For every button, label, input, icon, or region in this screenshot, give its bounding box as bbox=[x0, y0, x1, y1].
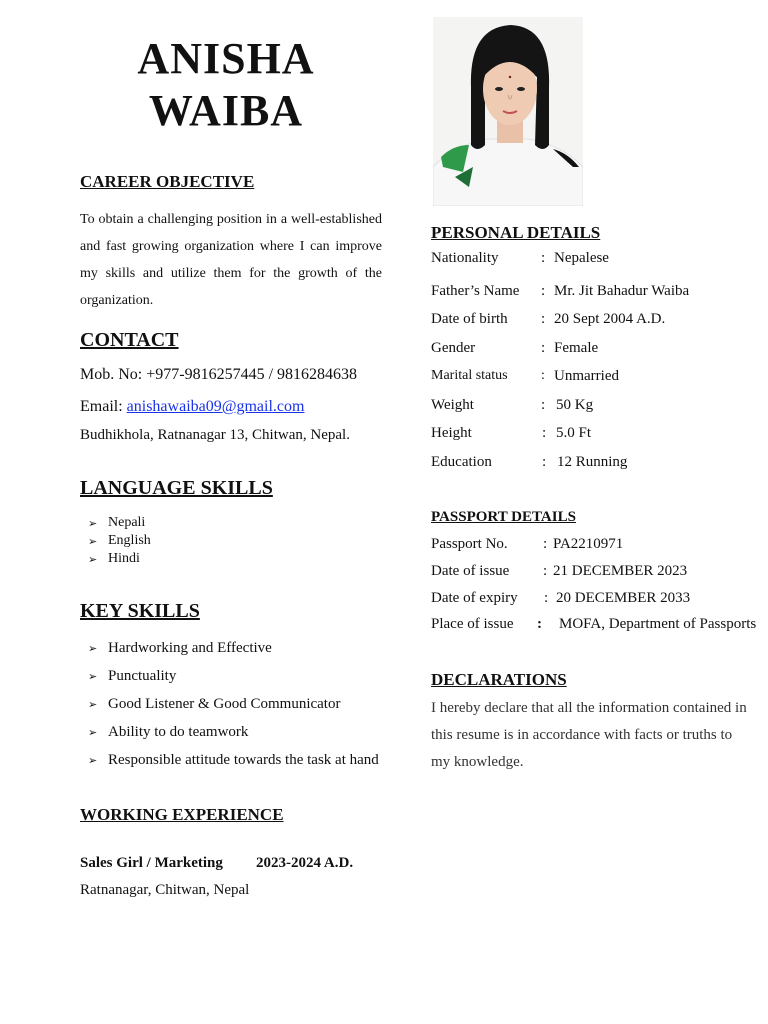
detail-label: Weight bbox=[431, 397, 474, 413]
detail-label: Education bbox=[431, 454, 492, 470]
career-objective-heading: CAREER OBJECTIVE bbox=[80, 172, 255, 191]
declaration-text: I hereby declare that all the information contained in this resume is in accordance with facts or truths to my knowledge. bbox=[431, 700, 747, 770]
detail-value: 20 DECEMBER 2033 bbox=[556, 590, 691, 606]
arrow-bullet-icon: ➢ bbox=[88, 671, 98, 683]
language-list bbox=[80, 514, 151, 568]
email-label: Email: bbox=[80, 398, 127, 415]
detail-row bbox=[431, 590, 691, 607]
name-line-first: ANISHA bbox=[137, 34, 315, 83]
arrow-bullet-icon: ➢ bbox=[88, 755, 98, 767]
name-line-last: WAIBA bbox=[148, 86, 304, 135]
list-item: ➢ English bbox=[80, 532, 151, 550]
arrow-bullet-icon: ➢ bbox=[88, 643, 98, 655]
list-item: ➢ Good Listener & Good Communicator bbox=[80, 690, 379, 718]
email-line bbox=[80, 398, 304, 416]
detail-value: MOFA, Department of Passports bbox=[559, 616, 757, 632]
detail-colon: : bbox=[542, 425, 547, 441]
arrow-bullet-icon: ➢ bbox=[88, 554, 98, 566]
list-item: ➢ Ability to do teamwork bbox=[80, 718, 379, 746]
detail-colon: : bbox=[543, 536, 548, 552]
detail-row bbox=[431, 397, 594, 414]
detail-row bbox=[431, 283, 690, 300]
detail-row bbox=[431, 536, 624, 553]
contact-heading: CONTACT bbox=[80, 329, 179, 351]
detail-value: Female bbox=[554, 340, 599, 356]
address: Budhikhola, Ratnanagar 13, Chitwan, Nepal. bbox=[80, 427, 350, 443]
detail-value: 12 Running bbox=[557, 454, 628, 470]
detail-label: Height bbox=[431, 425, 472, 441]
detail-value: 20 Sept 2004 A.D. bbox=[554, 311, 666, 327]
detail-value: 5.0 Ft bbox=[556, 425, 592, 441]
passport-details-heading: PASSPORT DETAILS bbox=[431, 509, 576, 525]
detail-value: Nepalese bbox=[554, 250, 609, 266]
list-item: ➢ Hindi bbox=[80, 550, 151, 568]
detail-label: Date of birth bbox=[431, 311, 508, 327]
detail-value: Unmarried bbox=[554, 368, 619, 384]
detail-value: PA2210971 bbox=[553, 536, 624, 552]
detail-colon: : bbox=[537, 616, 542, 632]
list-item: ➢ Hardworking and Effective bbox=[80, 634, 379, 662]
detail-colon: : bbox=[541, 368, 545, 383]
arrow-bullet-icon: ➢ bbox=[88, 727, 98, 739]
list-item: ➢ Punctuality bbox=[80, 662, 379, 690]
arrow-bullet-icon: ➢ bbox=[88, 518, 98, 530]
detail-colon: : bbox=[541, 397, 546, 413]
job-location: Ratnanagar, Chitwan, Nepal bbox=[80, 882, 250, 898]
key-skills-list bbox=[80, 634, 379, 774]
detail-row bbox=[431, 563, 688, 580]
arrow-bullet-icon: ➢ bbox=[88, 536, 98, 548]
detail-value: 50 Kg bbox=[556, 397, 594, 413]
detail-row bbox=[431, 454, 628, 471]
detail-colon: : bbox=[542, 454, 547, 470]
detail-row bbox=[431, 250, 609, 267]
detail-colon: : bbox=[541, 340, 546, 356]
working-experience-heading: WORKING EXPERIENCE bbox=[80, 805, 284, 824]
detail-colon: : bbox=[543, 563, 548, 579]
job-period: 2023-2024 A.D. bbox=[256, 855, 354, 871]
detail-label: Gender bbox=[431, 340, 476, 356]
detail-row bbox=[431, 425, 592, 442]
detail-label: Date of expiry bbox=[431, 590, 518, 606]
key-skills-heading: KEY SKILLS bbox=[80, 600, 200, 622]
career-objective-text: To obtain a challenging position in a well-established and fast growing organization where I can improve my skills and utilize them for the growth of the organization. bbox=[80, 212, 382, 308]
portrait-illustration bbox=[433, 17, 583, 206]
detail-label: Marital status bbox=[431, 368, 508, 383]
detail-row bbox=[431, 616, 757, 633]
candidate-name bbox=[80, 33, 372, 137]
detail-colon: : bbox=[541, 311, 546, 327]
job-role: Sales Girl / Marketing bbox=[80, 855, 223, 871]
detail-label: Date of issue bbox=[431, 563, 510, 579]
detail-row bbox=[431, 311, 666, 328]
email-link[interactable]: anishawaiba09@gmail.com bbox=[126, 398, 305, 415]
detail-colon: : bbox=[541, 283, 546, 299]
detail-row bbox=[431, 368, 619, 384]
list-item: ➢ Nepali bbox=[80, 514, 151, 532]
arrow-bullet-icon: ➢ bbox=[88, 699, 98, 711]
detail-colon: : bbox=[541, 250, 546, 266]
detail-label: Passport No. bbox=[431, 536, 508, 552]
profile-photo bbox=[433, 17, 583, 206]
detail-row bbox=[431, 340, 599, 357]
declarations-heading: DECLARATIONS bbox=[431, 670, 567, 689]
detail-colon: : bbox=[544, 590, 549, 606]
personal-details-heading: PERSONAL DETAILS bbox=[431, 223, 601, 242]
mobile-number: Mob. No: +977-9816257445 / 9816284638 bbox=[80, 366, 358, 383]
list-item: ➢ Responsible attitude towards the task at hand bbox=[80, 746, 379, 774]
detail-label: Father’s Name bbox=[431, 283, 520, 299]
language-skills-heading: LANGUAGE SKILLS bbox=[80, 477, 273, 499]
detail-label: Nationality bbox=[431, 250, 499, 266]
detail-label: Place of issue bbox=[431, 616, 514, 632]
detail-value: Mr. Jit Bahadur Waiba bbox=[554, 283, 690, 299]
detail-value: 21 DECEMBER 2023 bbox=[553, 563, 688, 579]
